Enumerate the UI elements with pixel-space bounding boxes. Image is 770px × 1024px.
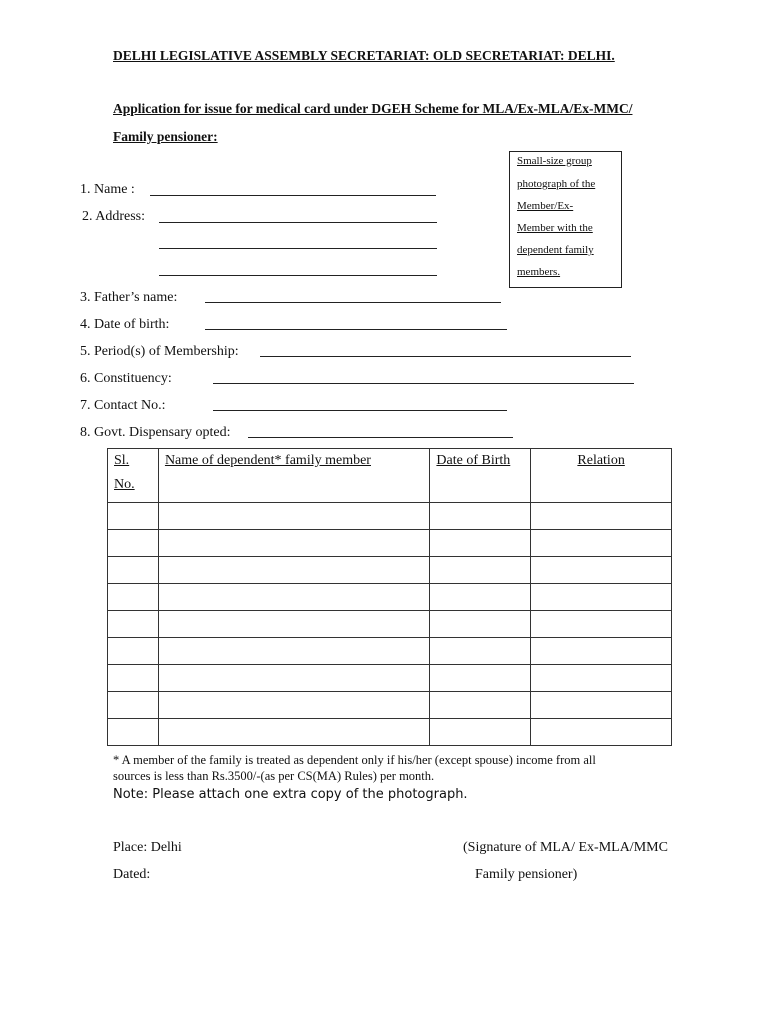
table-row bbox=[108, 692, 672, 719]
table-cell[interactable] bbox=[430, 692, 531, 719]
address-field-line-1[interactable] bbox=[159, 222, 437, 223]
constituency-field[interactable] bbox=[213, 383, 634, 384]
table-cell[interactable] bbox=[430, 557, 531, 584]
table-cell[interactable] bbox=[531, 692, 672, 719]
place-label: Place: Delhi bbox=[113, 840, 182, 855]
dated-label: Dated: bbox=[113, 867, 151, 882]
table-cell[interactable] bbox=[158, 503, 429, 530]
table-cell[interactable] bbox=[108, 584, 159, 611]
table-cell[interactable] bbox=[531, 557, 672, 584]
name-label: 1. Name : bbox=[80, 182, 135, 197]
table-cell[interactable] bbox=[430, 665, 531, 692]
membership-period-field[interactable] bbox=[260, 356, 631, 357]
table-cell[interactable] bbox=[531, 665, 672, 692]
photo-box-text: dependent family bbox=[517, 244, 594, 256]
contact-field[interactable] bbox=[213, 410, 507, 411]
table-cell[interactable] bbox=[531, 638, 672, 665]
table-cell[interactable] bbox=[430, 584, 531, 611]
photo-box-text: photograph of the bbox=[517, 178, 596, 190]
father-name-field[interactable] bbox=[205, 302, 501, 303]
table-cell[interactable] bbox=[430, 719, 531, 746]
table-cell[interactable] bbox=[430, 611, 531, 638]
form-subtitle: Application for issue for medical card under DGEH Scheme for MLA/Ex-MLA/Ex-MMC/ bbox=[113, 101, 633, 116]
table-cell[interactable] bbox=[108, 638, 159, 665]
table-cell[interactable] bbox=[158, 530, 429, 557]
photo-box-text: Member with the bbox=[517, 222, 593, 234]
table-cell[interactable] bbox=[158, 557, 429, 584]
table-cell[interactable] bbox=[531, 611, 672, 638]
dependent-name-header-text: Name of dependent* family member bbox=[164, 453, 371, 468]
dispensary-field[interactable] bbox=[248, 437, 513, 438]
signature-label: (Signature of MLA/ Ex-MLA/MMC bbox=[463, 840, 668, 855]
table-cell[interactable] bbox=[108, 557, 159, 584]
photo-box-text: Member/Ex- bbox=[517, 200, 574, 212]
dependents-body bbox=[108, 503, 672, 746]
name-field[interactable] bbox=[150, 195, 436, 196]
table-cell[interactable] bbox=[531, 584, 672, 611]
table-row bbox=[108, 638, 672, 665]
table-cell[interactable] bbox=[108, 665, 159, 692]
table-row bbox=[108, 557, 672, 584]
table-header-row bbox=[108, 449, 672, 503]
table-cell[interactable] bbox=[158, 611, 429, 638]
photo-box-text: members. bbox=[517, 266, 561, 278]
table-cell[interactable] bbox=[158, 665, 429, 692]
address-field-line-2[interactable] bbox=[159, 248, 437, 249]
table-cell[interactable] bbox=[430, 530, 531, 557]
table-cell[interactable] bbox=[108, 719, 159, 746]
contact-label: 7. Contact No.: bbox=[80, 398, 166, 413]
form-title: DELHI LEGISLATIVE ASSEMBLY SECRETARIAT: OLD SECRETARIAT: DELHI. bbox=[113, 48, 615, 63]
relation-header-text: Relation bbox=[577, 453, 625, 468]
photograph-box bbox=[509, 151, 622, 288]
father-name-label: 3. Father’s name: bbox=[80, 290, 178, 305]
sl-header-text: Sl. bbox=[114, 453, 130, 468]
table-cell[interactable] bbox=[158, 719, 429, 746]
address-label: 2. Address: bbox=[82, 209, 145, 224]
photo-box-text: Small-size group bbox=[517, 155, 592, 167]
table-cell[interactable] bbox=[531, 530, 672, 557]
table-row bbox=[108, 584, 672, 611]
membership-period-label: 5. Period(s) of Membership: bbox=[80, 344, 239, 359]
address-field-line-3[interactable] bbox=[159, 275, 437, 276]
no-header-text: No. bbox=[114, 477, 135, 492]
photo-note: Note: Please attach one extra copy of the photograph. bbox=[113, 787, 468, 802]
dispensary-label: 8. Govt. Dispensary opted: bbox=[80, 425, 231, 440]
table-cell[interactable] bbox=[158, 584, 429, 611]
dependent-name-header bbox=[158, 449, 429, 503]
table-cell[interactable] bbox=[158, 638, 429, 665]
dependents-table bbox=[107, 448, 672, 746]
table-row bbox=[108, 530, 672, 557]
table-row bbox=[108, 503, 672, 530]
relation-header bbox=[531, 449, 672, 503]
table-cell[interactable] bbox=[430, 503, 531, 530]
sl-no-header bbox=[108, 449, 159, 503]
dob-field[interactable] bbox=[205, 329, 507, 330]
dependent-footnote-continued: sources is less than Rs.3500/-(as per CS(MA) Rules) per month. bbox=[113, 769, 435, 783]
constituency-label: 6. Constituency: bbox=[80, 371, 172, 386]
table-cell[interactable] bbox=[531, 719, 672, 746]
table-cell[interactable] bbox=[158, 692, 429, 719]
dob-header bbox=[430, 449, 531, 503]
signature-label-continued: Family pensioner) bbox=[475, 867, 578, 882]
table-cell[interactable] bbox=[108, 611, 159, 638]
table-cell[interactable] bbox=[108, 692, 159, 719]
table-row bbox=[108, 665, 672, 692]
table-cell[interactable] bbox=[108, 503, 159, 530]
table-row bbox=[108, 611, 672, 638]
dependent-footnote: * A member of the family is treated as dependent only if his/her (except spouse) income from all bbox=[113, 753, 596, 767]
table-cell[interactable] bbox=[108, 530, 159, 557]
dob-label: 4. Date of birth: bbox=[80, 317, 170, 332]
dob-header-text: Date of Birth bbox=[436, 453, 511, 468]
table-cell[interactable] bbox=[531, 503, 672, 530]
table-cell[interactable] bbox=[430, 638, 531, 665]
form-subtitle-continued: Family pensioner: bbox=[113, 129, 218, 144]
table-row bbox=[108, 719, 672, 746]
